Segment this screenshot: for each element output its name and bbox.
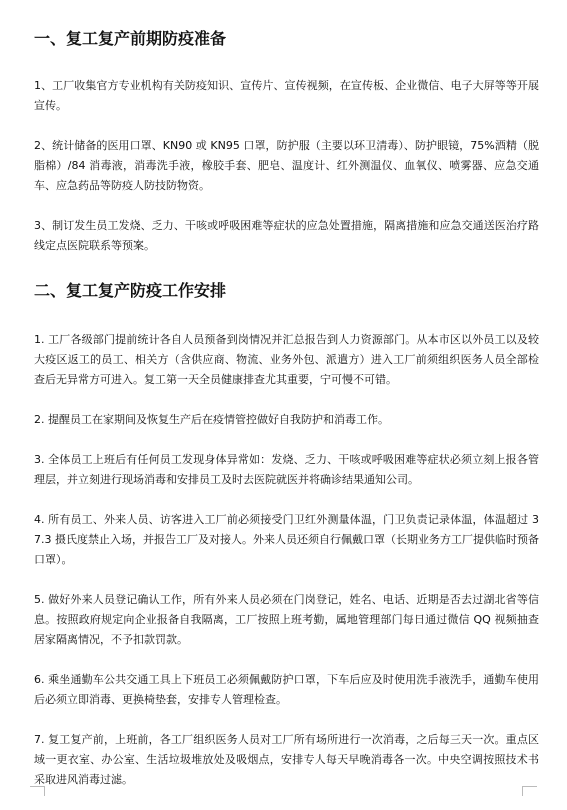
paragraph-item-2: 2. 提醒员工在家期间及恢复生产后在疫情管控做好自我防护和消毒工作。 — [34, 413, 389, 426]
paragraph-item-5: 5. 做好外来人员登记确认工作，所有外来人员必须在门岗登记，姓名、电话、近期是否去过湖北省等信息。按照政府规定向企业报备自我隔离，工厂按照上班考勤，属地管理部门每日通过微信 QQ 视频抽查居家隔离情况，不予扣款罚款。 — [34, 593, 539, 646]
paragraph-supplies: 2、统计储备的医用口罩、KN90 或 KN95 口罩，防护服（主要以环卫清毒）、防护眼镜，75%酒精（脱脂棉）/84 消毒液，消毒洗手液，橡胶手套、肥皂、温度计、红外测温仪、血氧仪、喷雾器、应急交通车、应急药品等防疫人防技防物资。 — [34, 139, 539, 192]
section-heading-arrangements: 二、复工复产防疫工作安排 — [34, 281, 227, 300]
paragraph-item-3: 3. 全体员工上班后有任何员工发现身体异常如：发烧、乏力、干咳或呼吸困难等症状必须立刻上报各管理层，并立刻进行现场消毒和安排员工及时去医院就医并将确诊结果通知公司。 — [34, 453, 539, 486]
section-heading-preparation: 一、复工复产前期防疫准备 — [34, 29, 227, 48]
document-page — [34, 28, 539, 810]
paragraph-item-6: 6. 乘坐通勤车公共交通工具上下班员工必须佩戴防护口罩，下车后应及时使用洗手液洗手，通勤车使用后必须立即消毒、更换椅垫套，安排专人管理检查。 — [34, 673, 539, 706]
arrangements-list — [34, 330, 539, 790]
paragraph-publicity: 1、工厂收集官方专业机构有关防疫知识、宣传片、宣传视频，在宣传板、企业微信、电子大屏等等开展宣传。 — [34, 79, 539, 112]
page-corner-mark-left — [30, 786, 45, 796]
paragraph-item-1: 1. 工厂各级部门提前统计各自人员预备到岗情况并汇总报告到人力资源部门。从本市区以外员工以及较大疫区返工的员工、相关方（含供应商、物流、业务外包、派遣方）进入工厂前须组织医务人员全部检查后无异常方可进入。复工第一天全员健康排查尤其重要，宁可慢不可错。 — [34, 333, 539, 386]
page-corner-mark-right — [522, 786, 537, 796]
paragraph-item-7: 7. 复工复产前，上班前，各工厂组织医务人员对工厂所有场所进行一次消毒，之后每三天一次。重点区域一更衣室、办公室、生活垃圾堆放处及吸烟点，安排专人每天早晚消毒各一次。中央空调按照技术书采取进风消毒过滤。 — [34, 733, 539, 786]
paragraph-emergency-plan: 3、制订发生员工发烧、乏力、干咳或呼吸困难等症状的应急处置措施，隔离措施和应急交通送医治疗路线定点医院联系等预案。 — [34, 219, 539, 252]
paragraph-item-4: 4. 所有员工、外来人员、访客进入工厂前必须接受门卫红外测量体温，门卫负责记录体温，体温超过 37.3 摄氏度禁止入场，并报告工厂及对接人。外来人员还须自行佩戴口罩（长期业务方工厂提供临时预备口罩）。 — [34, 513, 539, 566]
